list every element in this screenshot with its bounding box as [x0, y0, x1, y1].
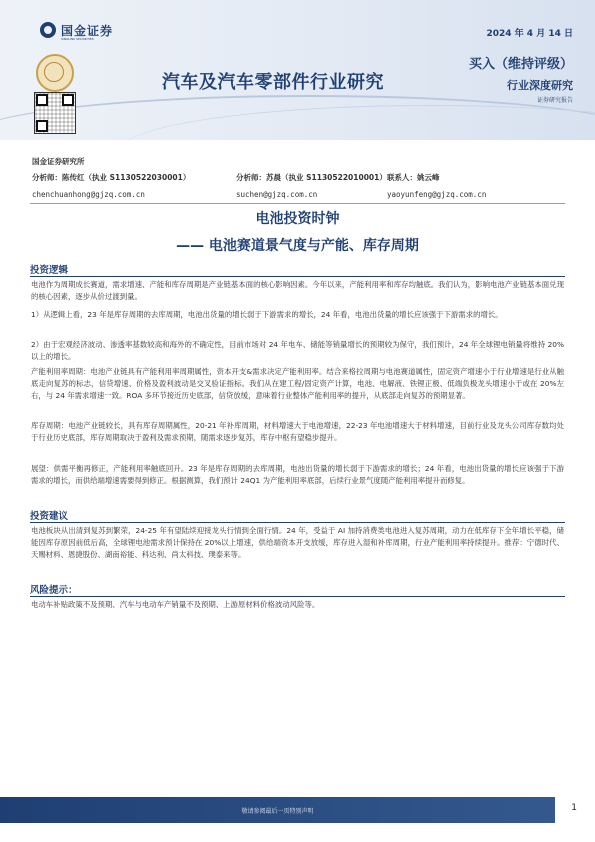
section-divider [30, 276, 565, 277]
qr-code-icon [34, 92, 76, 134]
section-heading-logic: 投资逻辑 [30, 265, 69, 276]
report-subtype: 证券研究报告 [536, 97, 573, 104]
document-subtitle: —— 电池赛道景气度与产能、库存周期 [176, 238, 419, 254]
report-type: 行业深度研究 [507, 79, 573, 92]
logic-paragraph-2: 1）从逻辑上看，23 年是库存周期的去库周期，电池出货量的增长弱于下游需求的增长，24 年看，电池出货量的增长应该强于下游需求的增长。 [31, 310, 503, 319]
logic-paragraph-6: 展望：供需平衡再修正，产能利用率触底回升。23 年是库存周期的去库周期，电池出货量的增长弱于下游需求的增长；24 年看，电池出货量的增长应该强于下游需求的增长，而供给端增速需要得到修正。根据测算，我们预计 24Q1 为产能利用率底部，后续行业景气度随产能利用率提升而修复。 [31, 464, 564, 486]
advice-paragraph: 电池板块从出清到复苏到繁荣，24-25 年有望陆续迎接龙头行情到全面行情。24 年，受益于 AI 加持消费类电池进入复苏周期，动力在低库存下全年增长平稳，储能因库存原因前低后高，全球锂电池需求预计保持在 20%以上增速，供给端资本开支放缓，库存进入湿和补库周期，行业产能利用率持续提升。推荐：宁德时代、天赐材料、恩捷股份、湖南裕能、科达利、尚太科技、璞泰来等。 [31, 526, 564, 560]
seal-icon [36, 54, 74, 92]
contact-email[interactable]: yaoyunfeng@gjzq.com.cn [387, 190, 487, 199]
analyst-2-email[interactable]: suchen@gjzq.com.cn [236, 190, 318, 199]
document-title: 电池投资时钟 [255, 211, 340, 227]
logic-paragraph-5: 库存周期：电池产业链较长，具有库存周期属性，20-21 年补库周期，材料增速大于电池增速，22-23 年电池增速大于材料增速，目前行业及龙头公司库存数均处于行业历史底部，库存周期取决于盈利及需求预期，随需求逐步复苏，库存中枢有望稳步提升。 [31, 421, 564, 443]
divider [30, 203, 565, 204]
analyst-1: 分析师：陈传红（执业 S1130522030001） [32, 173, 191, 182]
logic-paragraph-4: 产能利用率周期：电池产业链具有产能利用率周期属性，资本开支&需求决定产能利用率。结合来格拉周期与电池赛道属性，固定资产增速小于行业增速是行业从触底走向复苏的标志，信贷增速、价格及盈利波动是交叉验证指标。我们从在建工程/固定资产计算，电池、电解液、铁锂正极、低端负极龙头增速小于或在 20%左右，与 24 年需求增速一致。ROA 多环节接近历史底部，信贷放缓，意味着行业整体产能利用率的提升，从底部走向复苏的预期显著。 [31, 367, 564, 401]
risk-paragraph: 电动车补贴政策不及预期、汽车与电动车产销量不及预期、上游原材料价格波动风险等。 [31, 600, 320, 609]
analyst-1-email[interactable]: chenchuanhong@gjzq.com.cn [32, 190, 145, 199]
brand-subtitle: SINOLINK SECURITIES [61, 37, 94, 41]
report-date: 2024 年 4 月 14 日 [486, 29, 573, 39]
section-divider [30, 522, 565, 523]
logic-paragraph-3: 2）由于宏观经济波动、渗透率基数较高和海外的不确定性，目前市场对 24 年电车、储能等销量增长的预期较为保守，我们预计，24 年全球锂电销量将维持 20%以上的增长。 [31, 340, 564, 362]
footer-disclaimer[interactable]: 敬请参阅最后一页特别声明 [241, 808, 314, 815]
section-heading-advice: 投资建议 [30, 511, 69, 522]
brand-logo-icon [40, 22, 56, 38]
brand-name: 国金证券 [61, 24, 114, 38]
analyst-2: 分析师：苏晨（执业 S1130522010001） [236, 173, 387, 182]
logic-paragraph-1: 电池作为周期成长赛道，需求增速、产能和库存周期是产业链基本面的核心影响因素。今年以来，产能利用率和库存均触底。我们认为，影响电池产业链基本面兑现的核心因素，逐步从价过渡到量。 [31, 280, 564, 302]
contact-person: 联系人：姚云峰 [387, 173, 440, 182]
section-heading-risk: 风险提示： [30, 585, 78, 596]
page-number: 1 [571, 803, 577, 813]
rating-badge: 买入（维持评级） [468, 57, 573, 72]
section-divider [30, 596, 565, 597]
report-category-title: 汽车及汽车零部件行业研究 [162, 72, 384, 93]
institute-name: 国金证券研究所 [32, 157, 85, 166]
header-banner [0, 0, 595, 140]
